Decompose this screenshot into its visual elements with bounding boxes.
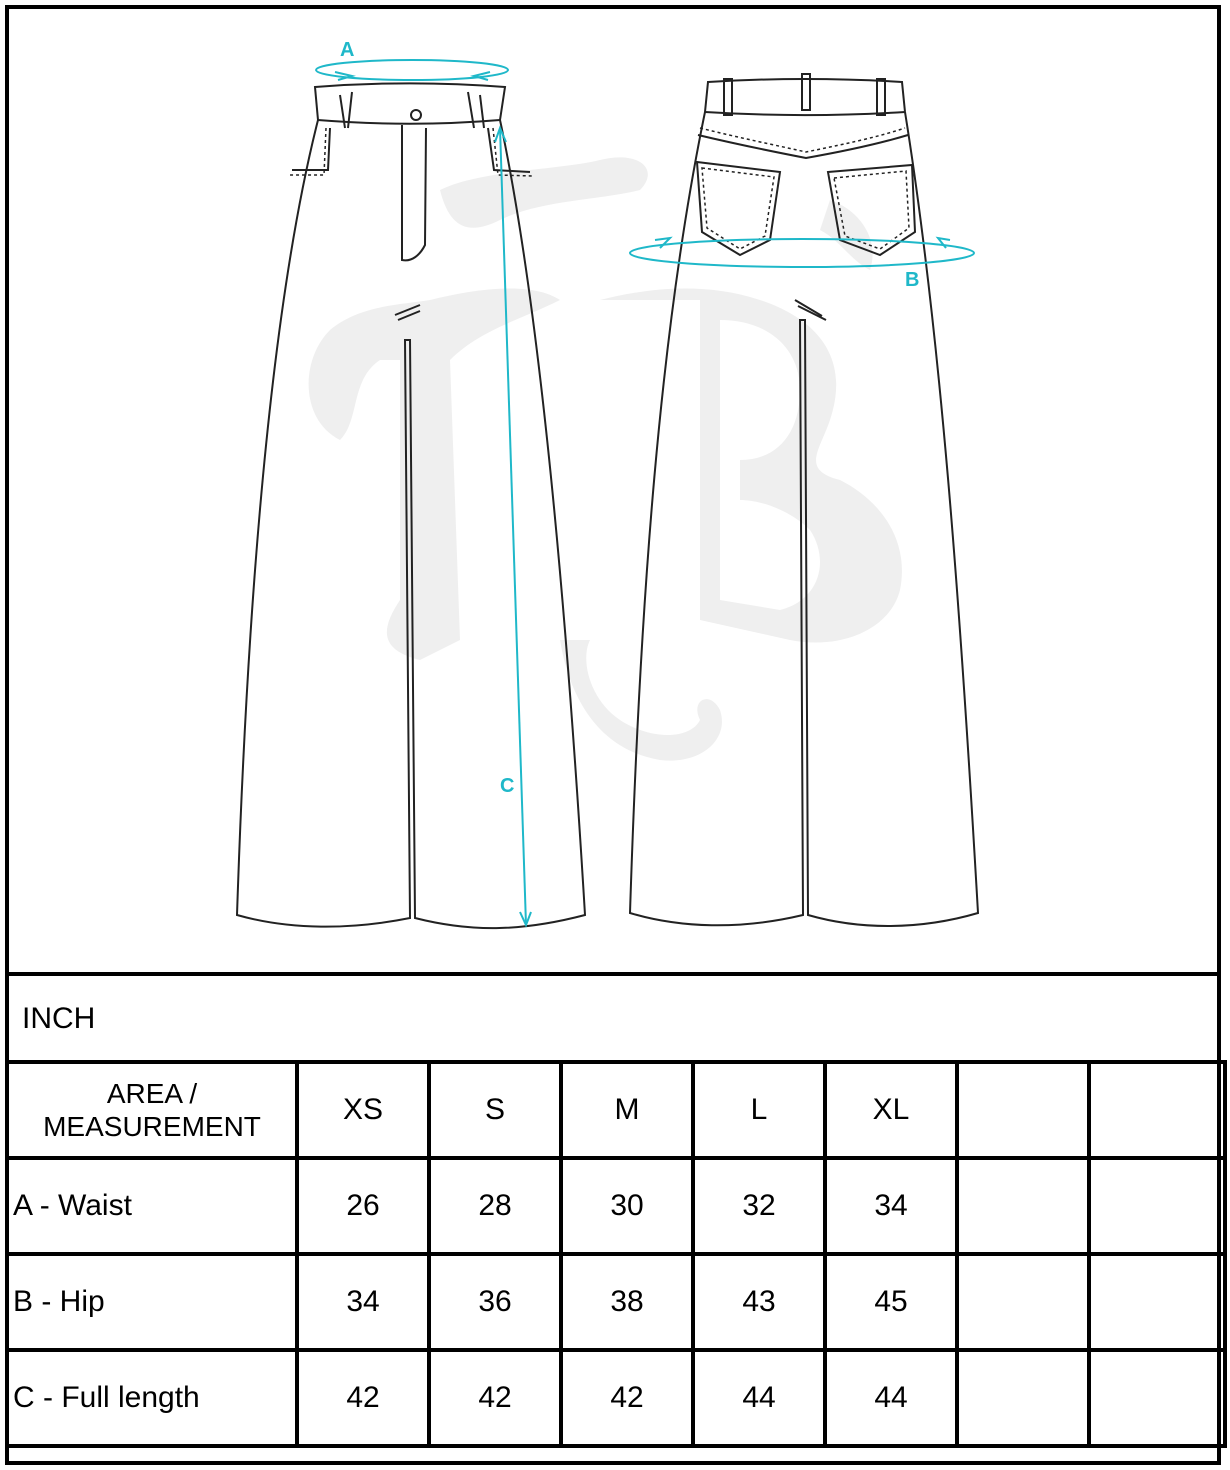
cell-value: 26: [297, 1158, 429, 1254]
cell-value: 38: [561, 1254, 693, 1350]
cell-value: 43: [693, 1254, 825, 1350]
cell-value: 45: [825, 1254, 957, 1350]
length-label: C: [500, 775, 515, 797]
cell-value: 44: [693, 1350, 825, 1446]
header-size: XS: [297, 1062, 429, 1158]
row-area: B - Hip: [7, 1254, 297, 1350]
cell-value: 36: [429, 1254, 561, 1350]
cell-value: 42: [297, 1350, 429, 1446]
waist-label: A: [340, 39, 355, 61]
hip-label: B: [905, 269, 920, 291]
cell-value: 44: [825, 1350, 957, 1446]
row-area: C - Full length: [7, 1350, 297, 1446]
row-area: A - Waist: [7, 1158, 297, 1254]
cell-value: 32: [693, 1158, 825, 1254]
cell-value: 28: [429, 1158, 561, 1254]
header-size: M: [561, 1062, 693, 1158]
cell-value: 42: [429, 1350, 561, 1446]
header-size: S: [429, 1062, 561, 1158]
cell-value: 34: [825, 1158, 957, 1254]
cell-value: 34: [297, 1254, 429, 1350]
header-size: XL: [825, 1062, 957, 1158]
unit-label: INCH: [22, 1002, 96, 1035]
cell-value: 42: [561, 1350, 693, 1446]
header-size: L: [693, 1062, 825, 1158]
outer-border: [5, 5, 1221, 1465]
cell-value: 30: [561, 1158, 693, 1254]
header-area: AREA / MEASUREMENT: [7, 1062, 297, 1158]
